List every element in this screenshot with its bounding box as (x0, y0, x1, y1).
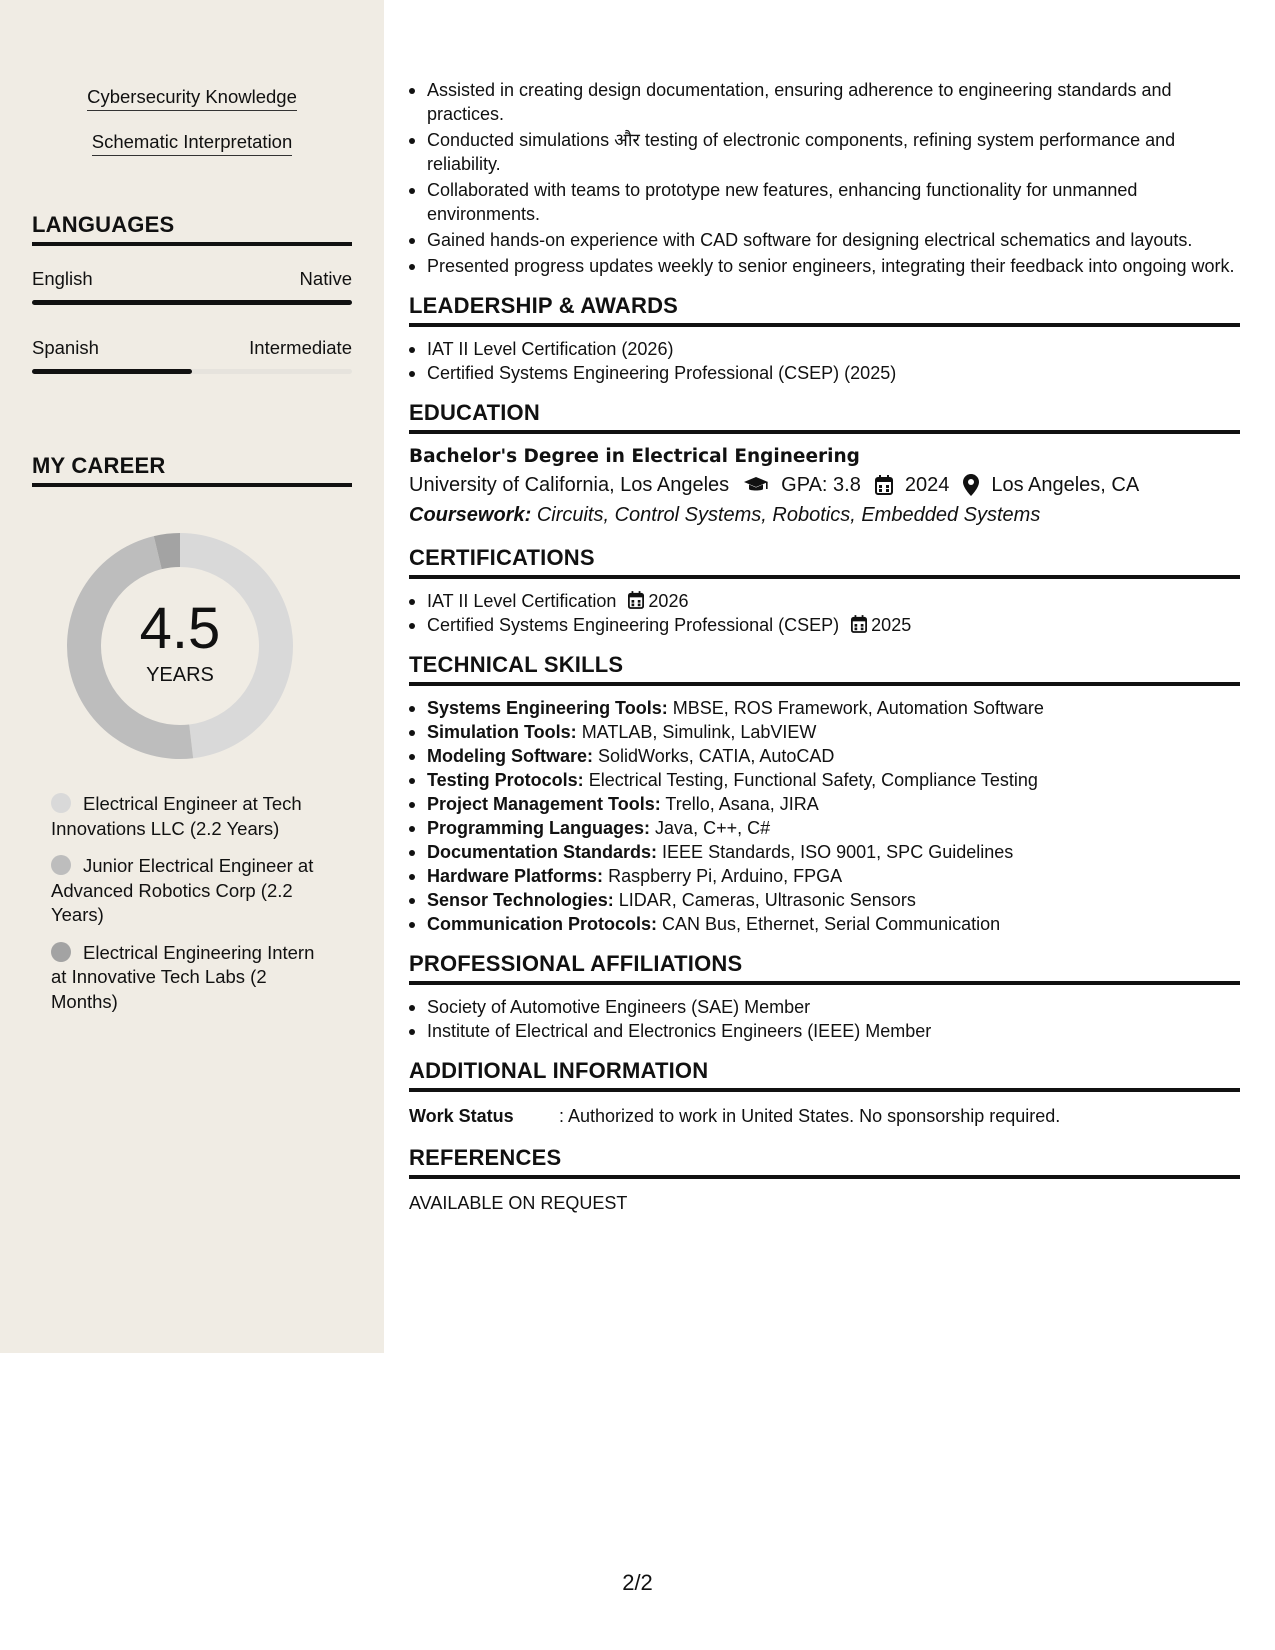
section-heading: LEADERSHIP & AWARDS (409, 293, 679, 318)
career-legend (51, 792, 327, 1027)
language-name: Spanish (32, 337, 99, 358)
language-row (32, 268, 352, 290)
technical-skills-section (409, 651, 1240, 936)
coursework-label: Coursework: (409, 504, 532, 526)
language-proficiency-fill (32, 369, 192, 374)
additional-info-section (409, 1057, 1240, 1130)
section-rule (409, 1088, 1240, 1092)
section-heading: REFERENCES (409, 1145, 562, 1170)
certification-year: 2025 (871, 615, 912, 635)
skill-row: Programming Languages: Java, C++, C# (427, 816, 1240, 840)
career-total-years: 4.5 (139, 595, 221, 661)
main-content (409, 78, 1240, 1217)
calendar-icon (628, 591, 644, 609)
page-number: 2/2 (622, 1570, 653, 1595)
section-rule (409, 430, 1240, 434)
sidebar (0, 0, 384, 1353)
skill-row: Documentation Standards: IEEE Standards, ISO 9001, SPC Guidelines (427, 840, 1240, 864)
skill-row: Modeling Software: SolidWorks, CATIA, AutoCAD (427, 744, 1240, 768)
career-legend-item: Electrical Engineering Intern at Innovative Tech Labs (2 Months) (51, 941, 315, 1012)
certification-item: Certified Systems Engineering Professional (CSEP) 2025 (427, 613, 1240, 637)
donut-center (66, 532, 294, 760)
section-heading: CERTIFICATIONS (409, 545, 595, 570)
legend-dot (51, 855, 71, 875)
experience-bullet: Conducted simulations और testing of electronic components, refining system performance and reliability. (427, 128, 1240, 176)
section-rule (409, 682, 1240, 686)
career-legend-item: Junior Electrical Engineer at Advanced Robotics Corp (2.2 Years) (51, 855, 314, 925)
career-heading: MY CAREER (32, 453, 166, 478)
experience-bullet: Presented progress updates weekly to senior engineers, integrating their feedback into ongoing work. (427, 254, 1240, 278)
language-name: English (32, 268, 93, 289)
gpa: GPA: 3.8 (781, 474, 861, 496)
section-rule (409, 575, 1240, 579)
section-heading: EDUCATION (409, 400, 540, 425)
skill-row: Systems Engineering Tools: MBSE, ROS Framework, Automation Software (427, 696, 1240, 720)
graduation-year: 2024 (904, 474, 950, 496)
references-text: AVAILABLE ON REQUEST (409, 1193, 628, 1213)
languages-rule (32, 242, 352, 246)
affiliation-item: Institute of Electrical and Electronics Engineers (IEEE) Member (427, 1019, 1240, 1043)
graduation-cap-icon (743, 476, 769, 494)
school-name: University of California, Los Angeles (409, 474, 730, 496)
skill-item: Cybersecurity Knowledge (0, 86, 384, 108)
coursework (409, 500, 1240, 530)
language-level: Native (299, 268, 352, 289)
experience-bullet: Collaborated with teams to prototype new features, enhancing functionality for unmanned environments. (427, 178, 1240, 226)
skill-row: Simulation Tools: MATLAB, Simulink, LabVIEW (427, 720, 1240, 744)
skill-row: Project Management Tools: Trello, Asana, JIRA (427, 792, 1240, 816)
leadership-item: Certified Systems Engineering Professional (CSEP) (2025) (427, 361, 1240, 385)
education-details (409, 470, 1240, 500)
calendar-icon (851, 615, 867, 633)
legend-dot (51, 793, 71, 813)
career-total-unit: YEARS (146, 663, 214, 686)
section-rule (409, 323, 1240, 327)
language-proficiency-bar (32, 300, 352, 305)
education-location: Los Angeles, CA (991, 474, 1140, 496)
language-row (32, 337, 352, 359)
affiliation-item: Society of Automotive Engineers (SAE) Member (427, 995, 1240, 1019)
leadership-item: IAT II Level Certification (2026) (427, 337, 1240, 361)
experience-bullet: Gained hands-on experience with CAD software for designing electrical schematics and layouts. (427, 228, 1240, 252)
skill-row: Hardware Platforms: Raspberry Pi, Arduino, FPGA (427, 864, 1240, 888)
language-level: Intermediate (249, 337, 352, 358)
map-pin-icon (963, 474, 979, 496)
experience-bullet: Assisted in creating design documentation, ensuring adherence to engineering standards and practices. (427, 78, 1240, 126)
coursework-list: Circuits, Control Systems, Robotics, Embedded Systems (536, 504, 1041, 526)
skill-item: Schematic Interpretation (0, 131, 384, 153)
section-heading: ADDITIONAL INFORMATION (409, 1058, 709, 1083)
experience-bullets (409, 78, 1240, 278)
leadership-section (409, 292, 1240, 385)
skill-row: Testing Protocols: Electrical Testing, Functional Safety, Compliance Testing (427, 768, 1240, 792)
certification-item: IAT II Level Certification 2026 (427, 589, 1240, 613)
certifications-section (409, 544, 1240, 637)
section-heading: TECHNICAL SKILLS (409, 652, 624, 677)
affiliations-section (409, 950, 1240, 1043)
languages-heading: LANGUAGES (32, 212, 175, 237)
section-rule (409, 981, 1240, 985)
language-proficiency-fill (32, 300, 352, 305)
section-rule (409, 1175, 1240, 1179)
work-status-row (409, 1102, 1240, 1130)
skill-row: Sensor Technologies: LIDAR, Cameras, Ultrasonic Sensors (427, 888, 1240, 912)
skill-row: Communication Protocols: CAN Bus, Ethernet, Serial Communication (427, 912, 1240, 936)
references-section (409, 1144, 1240, 1217)
work-status-label: Work Status (409, 1106, 514, 1126)
career-donut-chart (66, 532, 294, 760)
degree-title: Bachelor's Degree in Electrical Engineering (409, 446, 860, 467)
work-status-value: : Authorized to work in United States. No sponsorship required. (559, 1106, 1061, 1126)
career-rule (32, 483, 352, 487)
certification-year: 2026 (648, 591, 689, 611)
career-legend-item: Electrical Engineer at Tech Innovations LLC (2.2 Years) (51, 793, 302, 839)
section-heading: PROFESSIONAL AFFILIATIONS (409, 951, 743, 976)
legend-dot (51, 942, 71, 962)
calendar-icon (875, 475, 893, 495)
education-section (409, 399, 1240, 530)
language-proficiency-bar (32, 369, 352, 374)
